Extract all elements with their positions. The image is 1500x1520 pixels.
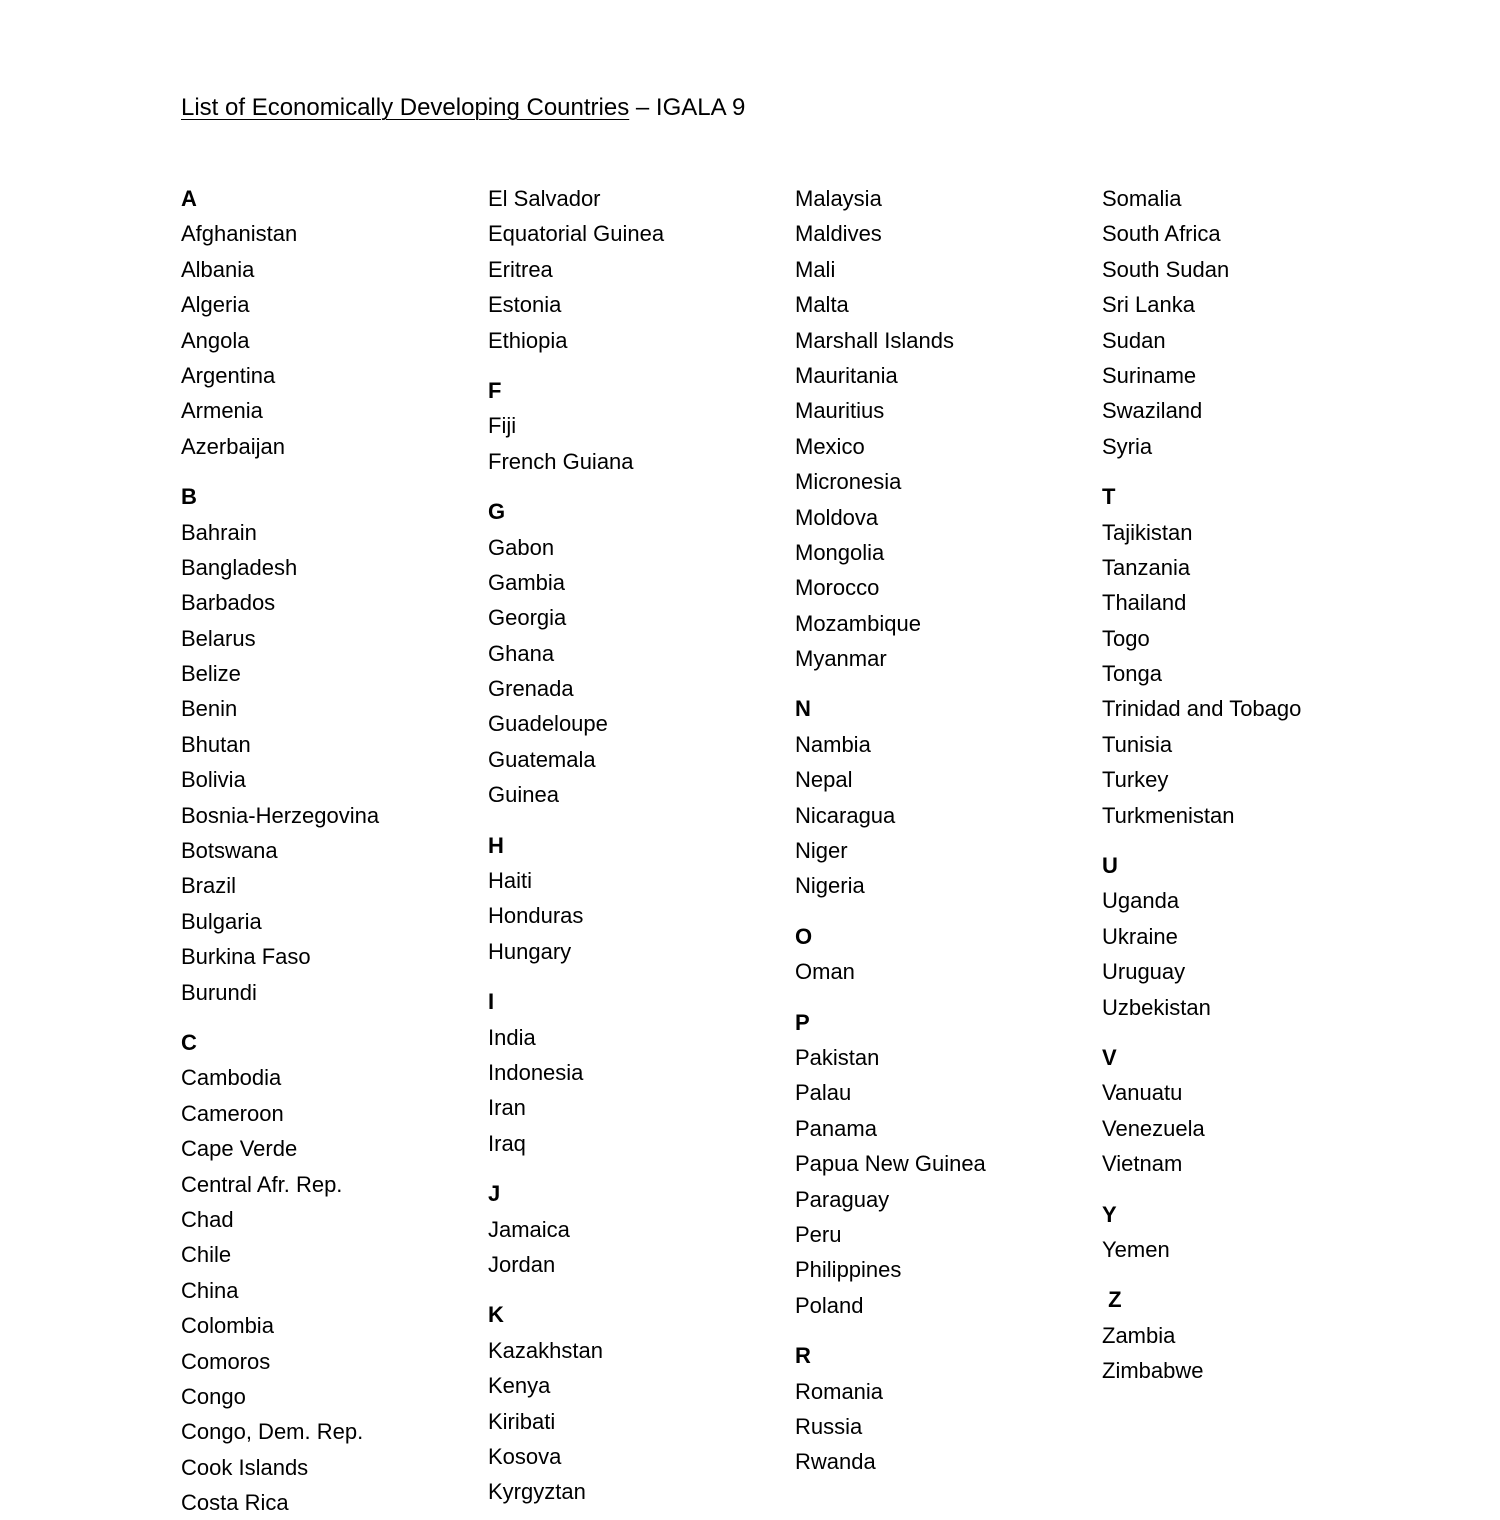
country-list-item: Syria bbox=[1102, 433, 1153, 459]
country-list-item: Rwanda bbox=[795, 1449, 876, 1475]
country-list-item: Haiti bbox=[488, 868, 533, 894]
section-spacer bbox=[795, 990, 1095, 1005]
section-letter-heading: J bbox=[488, 1181, 501, 1207]
country-list-item: Burundi bbox=[181, 979, 257, 1005]
section-letter-heading: F bbox=[488, 377, 502, 403]
title-underlined-text: List of Economically Developing Countries bbox=[181, 94, 630, 121]
country-list-item: Palau bbox=[795, 1080, 852, 1106]
section-letter-heading: P bbox=[795, 1009, 810, 1035]
country-column-1 bbox=[181, 181, 481, 1520]
country-list-item: Congo, Dem. Rep. bbox=[181, 1419, 364, 1445]
section-spacer bbox=[1102, 1267, 1402, 1282]
country-list-item: Central Afr. Rep. bbox=[181, 1171, 343, 1197]
country-list-item: South Africa bbox=[1102, 221, 1221, 247]
section-letter-heading: O bbox=[795, 923, 813, 949]
section-letter-heading: A bbox=[181, 186, 197, 211]
country-list-item: Venezuela bbox=[1102, 1115, 1205, 1141]
section-letter-heading: Y bbox=[1102, 1201, 1117, 1227]
country-list-item: Grenada bbox=[488, 676, 574, 702]
country-list-item: Tonga bbox=[1102, 661, 1162, 687]
country-list-item: Paraguay bbox=[795, 1186, 890, 1212]
country-list-item: Indonesia bbox=[488, 1059, 584, 1085]
country-list-item: Eritrea bbox=[488, 256, 553, 282]
country-list-item: Gambia bbox=[488, 569, 566, 595]
section-spacer bbox=[488, 1161, 788, 1176]
country-list-item: Sudan bbox=[1102, 327, 1166, 353]
country-list-item: Botswana bbox=[181, 838, 278, 864]
country-column-2 bbox=[488, 181, 788, 1510]
country-list-item: Bolivia bbox=[181, 767, 246, 793]
country-list-item: Jamaica bbox=[488, 1216, 570, 1242]
country-list-item: Peru bbox=[795, 1221, 842, 1247]
country-list-item: Argentina bbox=[181, 362, 276, 388]
country-list-item: Oman bbox=[795, 959, 855, 985]
country-list-item: Panama bbox=[795, 1115, 877, 1141]
country-column-3 bbox=[795, 181, 1095, 1480]
country-list-item: Kazakhstan bbox=[488, 1337, 603, 1363]
country-list-item: Mongolia bbox=[795, 539, 885, 565]
country-list-item: Kenya bbox=[488, 1373, 551, 1399]
country-list-item: Chile bbox=[181, 1242, 232, 1268]
country-list-item: Bangladesh bbox=[181, 554, 298, 580]
section-letter-heading: N bbox=[795, 696, 811, 722]
country-column-4 bbox=[1102, 181, 1402, 1389]
section-spacer bbox=[1102, 464, 1402, 479]
section-letter-heading: R bbox=[795, 1343, 811, 1369]
country-list-item: Kiribati bbox=[488, 1408, 556, 1434]
section-letter-heading: K bbox=[488, 1302, 504, 1328]
country-list-item: Kyrgyztan bbox=[488, 1479, 586, 1505]
country-list-item: Guadeloupe bbox=[488, 711, 608, 737]
country-list-item: Armenia bbox=[181, 398, 263, 424]
country-list-item: Moldova bbox=[795, 504, 879, 530]
country-list-item: Estonia bbox=[488, 292, 562, 318]
country-list-item: El Salvador bbox=[488, 186, 601, 211]
country-list-item: Cameroon bbox=[181, 1100, 284, 1126]
country-list-item: Fiji bbox=[488, 413, 517, 439]
section-letter-heading: T bbox=[1102, 484, 1116, 510]
country-list-item: Marshall Islands bbox=[795, 327, 954, 353]
section-letter-heading: C bbox=[181, 1029, 197, 1055]
country-list-item: Niger bbox=[795, 838, 848, 864]
country-list-item: Cook Islands bbox=[181, 1454, 309, 1480]
country-list-item: Belarus bbox=[181, 625, 256, 651]
country-list-item: Myanmar bbox=[795, 646, 887, 672]
country-list-item: Mozambique bbox=[795, 610, 921, 636]
country-list-item: Vanuatu bbox=[1102, 1080, 1183, 1106]
country-list-item: Morocco bbox=[795, 575, 880, 601]
section-spacer bbox=[795, 676, 1095, 691]
country-list-item: Pakistan bbox=[795, 1044, 880, 1070]
country-list-item: Sri Lanka bbox=[1102, 292, 1195, 318]
country-list-item: Uganda bbox=[1102, 888, 1180, 914]
section-spacer bbox=[181, 464, 481, 479]
country-list-item: Zimbabwe bbox=[1102, 1358, 1204, 1384]
country-list-item: Poland bbox=[795, 1292, 864, 1318]
country-list-item: Turkmenistan bbox=[1102, 802, 1235, 828]
section-spacer bbox=[1102, 1025, 1402, 1040]
country-list-item: Romania bbox=[795, 1378, 884, 1404]
country-list-item: Togo bbox=[1102, 625, 1150, 651]
section-spacer bbox=[1102, 1182, 1402, 1197]
country-list-item: Gabon bbox=[488, 534, 555, 560]
country-list-item: Brazil bbox=[181, 873, 237, 899]
country-list-item: Ukraine bbox=[1102, 923, 1178, 949]
country-list-item: Mexico bbox=[795, 433, 865, 459]
country-list-item: Bahrain bbox=[181, 519, 257, 545]
country-list-item: Tanzania bbox=[1102, 554, 1191, 580]
country-list-item: Albania bbox=[181, 256, 255, 282]
section-spacer bbox=[488, 479, 788, 494]
country-list-item: Guinea bbox=[488, 782, 559, 808]
country-list-item: Tajikistan bbox=[1102, 519, 1193, 545]
country-list-item: Micronesia bbox=[795, 469, 902, 495]
country-list-item: Uzbekistan bbox=[1102, 994, 1211, 1020]
country-list-item: Nambia bbox=[795, 731, 871, 757]
section-spacer bbox=[795, 1323, 1095, 1338]
country-list-item: Yemen bbox=[1102, 1236, 1170, 1262]
country-list-item: Bhutan bbox=[181, 731, 251, 757]
page-title bbox=[181, 92, 745, 124]
country-list-item: Maldives bbox=[795, 221, 882, 247]
country-list-item: Nigeria bbox=[795, 873, 865, 899]
section-letter-heading: Z bbox=[1102, 1287, 1122, 1313]
country-list-item: Mauritania bbox=[795, 362, 898, 388]
country-list-item: Benin bbox=[181, 696, 238, 722]
country-list-item: Iran bbox=[488, 1095, 526, 1121]
country-list-item: Honduras bbox=[488, 903, 584, 929]
country-list-item: Russia bbox=[795, 1413, 863, 1439]
country-list-item: Uruguay bbox=[1102, 959, 1186, 985]
country-list-item: Congo bbox=[181, 1383, 246, 1409]
country-list-item: Turkey bbox=[1102, 767, 1169, 793]
country-list-item: Thailand bbox=[1102, 590, 1187, 616]
country-list-item: Equatorial Guinea bbox=[488, 221, 665, 247]
country-list-item: Afghanistan bbox=[181, 221, 298, 247]
country-list-item: Jordan bbox=[488, 1251, 556, 1277]
country-list-item: Comoros bbox=[181, 1348, 271, 1374]
country-list-item: Bosnia-Herzegovina bbox=[181, 802, 380, 828]
country-list-item: Papua New Guinea bbox=[795, 1151, 986, 1177]
country-list-item: Burkina Faso bbox=[181, 944, 311, 970]
country-list-item: Belize bbox=[181, 661, 241, 687]
country-list-item: Ethiopia bbox=[488, 327, 568, 353]
country-list-item: Azerbaijan bbox=[181, 433, 285, 459]
country-list-item: Hungary bbox=[488, 938, 572, 964]
section-spacer bbox=[488, 969, 788, 984]
country-list-item: French Guiana bbox=[488, 448, 634, 474]
country-list-item: Kosova bbox=[488, 1443, 562, 1469]
section-spacer bbox=[488, 358, 788, 373]
country-list-item: Angola bbox=[181, 327, 250, 353]
section-letter-heading: H bbox=[488, 832, 504, 858]
section-spacer bbox=[488, 813, 788, 828]
section-letter-heading: I bbox=[488, 989, 495, 1015]
country-list-item: Barbados bbox=[181, 590, 276, 616]
country-list-item: Bulgaria bbox=[181, 908, 262, 934]
country-list-item: Mali bbox=[795, 256, 836, 282]
country-list-item: China bbox=[181, 1277, 239, 1303]
country-list-item: Chad bbox=[181, 1206, 234, 1232]
section-spacer bbox=[1102, 833, 1402, 848]
section-spacer bbox=[488, 1282, 788, 1297]
country-list-item: Costa Rica bbox=[181, 1490, 289, 1516]
country-list-item: Philippines bbox=[795, 1257, 902, 1283]
country-list-item: Malaysia bbox=[795, 186, 882, 211]
country-list-item: Iraq bbox=[488, 1130, 526, 1156]
country-list-item: Vietnam bbox=[1102, 1151, 1183, 1177]
country-list-item: Algeria bbox=[181, 292, 250, 318]
section-letter-heading: V bbox=[1102, 1044, 1117, 1070]
country-list-item: Mauritius bbox=[795, 398, 885, 424]
section-letter-heading: B bbox=[181, 484, 197, 510]
country-list-item: Ghana bbox=[488, 640, 555, 666]
country-list-item: Georgia bbox=[488, 605, 567, 631]
country-list-item: South Sudan bbox=[1102, 256, 1230, 282]
section-spacer bbox=[181, 1010, 481, 1025]
section-letter-heading: G bbox=[488, 499, 506, 525]
title-suffix-text: – IGALA 9 bbox=[629, 94, 746, 121]
country-list-item: Zambia bbox=[1102, 1322, 1176, 1348]
country-list-item: Cambodia bbox=[181, 1065, 282, 1091]
country-list-item: Malta bbox=[795, 292, 849, 318]
country-list-item: Swaziland bbox=[1102, 398, 1203, 424]
country-list-item: Cape Verde bbox=[181, 1136, 298, 1162]
country-list-item: Nepal bbox=[795, 767, 853, 793]
country-list-item: Guatemala bbox=[488, 746, 596, 772]
section-spacer bbox=[795, 904, 1095, 919]
section-letter-heading: U bbox=[1102, 853, 1118, 879]
country-list-item: India bbox=[488, 1024, 536, 1050]
country-list-item: Trinidad and Tobago bbox=[1102, 696, 1302, 722]
country-list-item: Somalia bbox=[1102, 186, 1182, 211]
country-list-item: Nicaragua bbox=[795, 802, 896, 828]
country-list-item: Suriname bbox=[1102, 362, 1197, 388]
country-list-item: Tunisia bbox=[1102, 731, 1173, 757]
country-list-item: Colombia bbox=[181, 1313, 274, 1339]
